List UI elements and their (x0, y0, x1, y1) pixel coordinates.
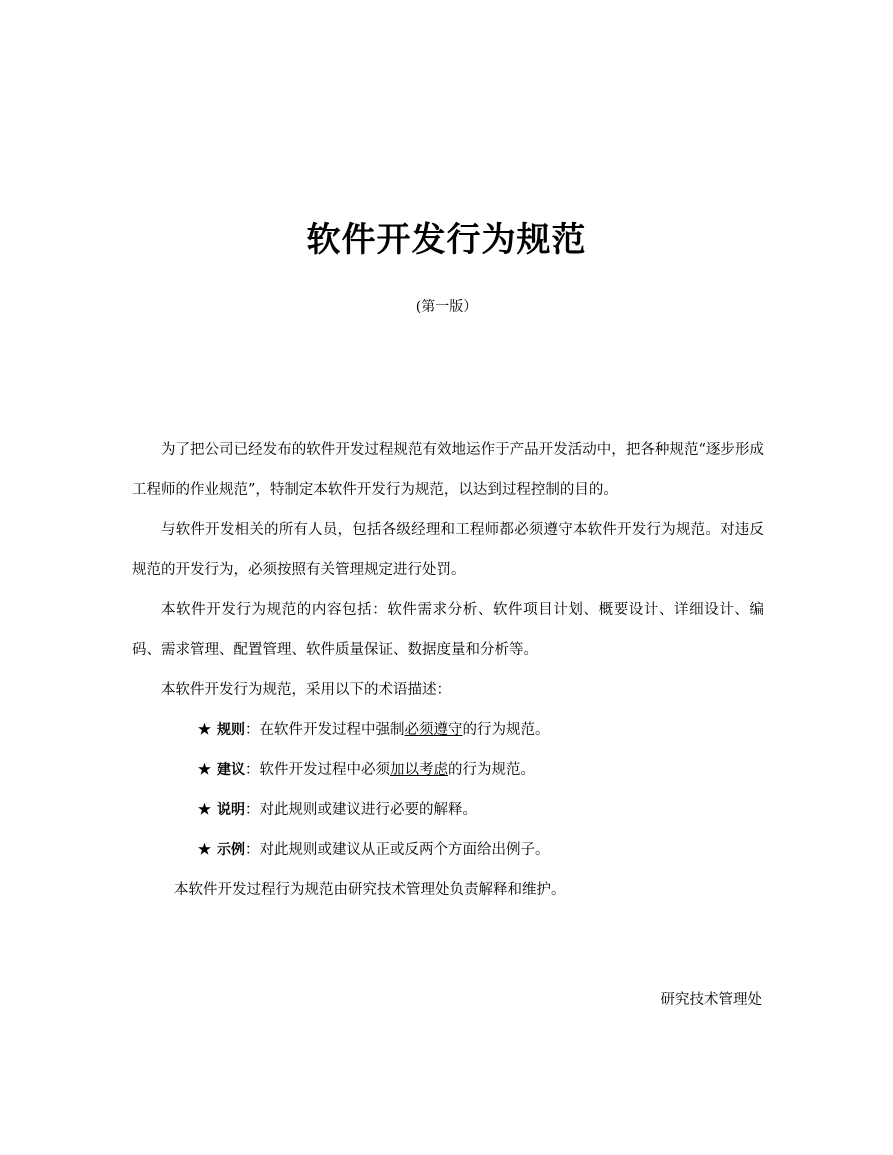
term-name: 建议 (217, 762, 245, 778)
closing-paragraph: 本软件开发过程行为规范由研究技术管理处负责解释和维护。 (174, 882, 566, 898)
term-emphasis: 必须遵守 (404, 722, 463, 738)
term-colon: ： (245, 842, 260, 858)
star-icon: ★ (198, 721, 211, 738)
term-name: 说明 (217, 802, 245, 818)
star-icon: ★ (198, 841, 211, 858)
star-icon: ★ (198, 801, 211, 818)
term-name: 示例 (217, 842, 245, 858)
term-text-end: 的行为规范。 (448, 762, 535, 778)
document-body (132, 430, 764, 910)
term-name: 规则 (217, 722, 245, 738)
term-text: 在软件开发过程中强制 (259, 722, 405, 738)
term-example (132, 830, 764, 870)
term-text: 软件开发过程中必须 (259, 762, 390, 778)
term-text-end: 的行为规范。 (462, 722, 550, 738)
term-text: 对此规则或建议进行必要的解释。 (259, 802, 477, 818)
signature: 研究技术管理处 (660, 992, 762, 1008)
term-text: 对此规则或建议从正或反两个方面给出例子。 (259, 842, 550, 858)
term-emphasis: 加以考虑 (390, 762, 448, 778)
term-suggestion (132, 750, 764, 790)
terms-intro-paragraph: 本软件开发行为规范，采用以下的术语描述： (161, 682, 451, 698)
term-colon: ： (245, 762, 260, 778)
content-paragraph: 本软件开发行为规范的内容包括：软件需求分析、软件项目计划、概要设计、详细设计、编码、需求管理、配置管理、软件质量保证、数据度量和分析等。 (132, 602, 764, 658)
term-explanation (132, 790, 764, 830)
term-colon: ： (245, 802, 260, 818)
document-title: 软件开发行为规范 (306, 220, 587, 260)
star-icon: ★ (198, 761, 211, 778)
intro-paragraph: 为了把公司已经发布的软件开发过程规范有效地运作于产品开发活动中，把各种规范“逐步形成工程师的作业规范”，特制定本软件开发行为规范，以达到过程控制的目的。 (132, 442, 764, 498)
scope-paragraph: 与软件开发相关的所有人员，包括各级经理和工程师都必须遵守本软件开发行为规范。对违反规范的开发行为，必须按照有关管理规定进行处罚。 (132, 522, 764, 578)
term-colon: ： (245, 722, 260, 738)
term-rule (132, 710, 764, 750)
edition-label: (第一版） (415, 299, 478, 315)
